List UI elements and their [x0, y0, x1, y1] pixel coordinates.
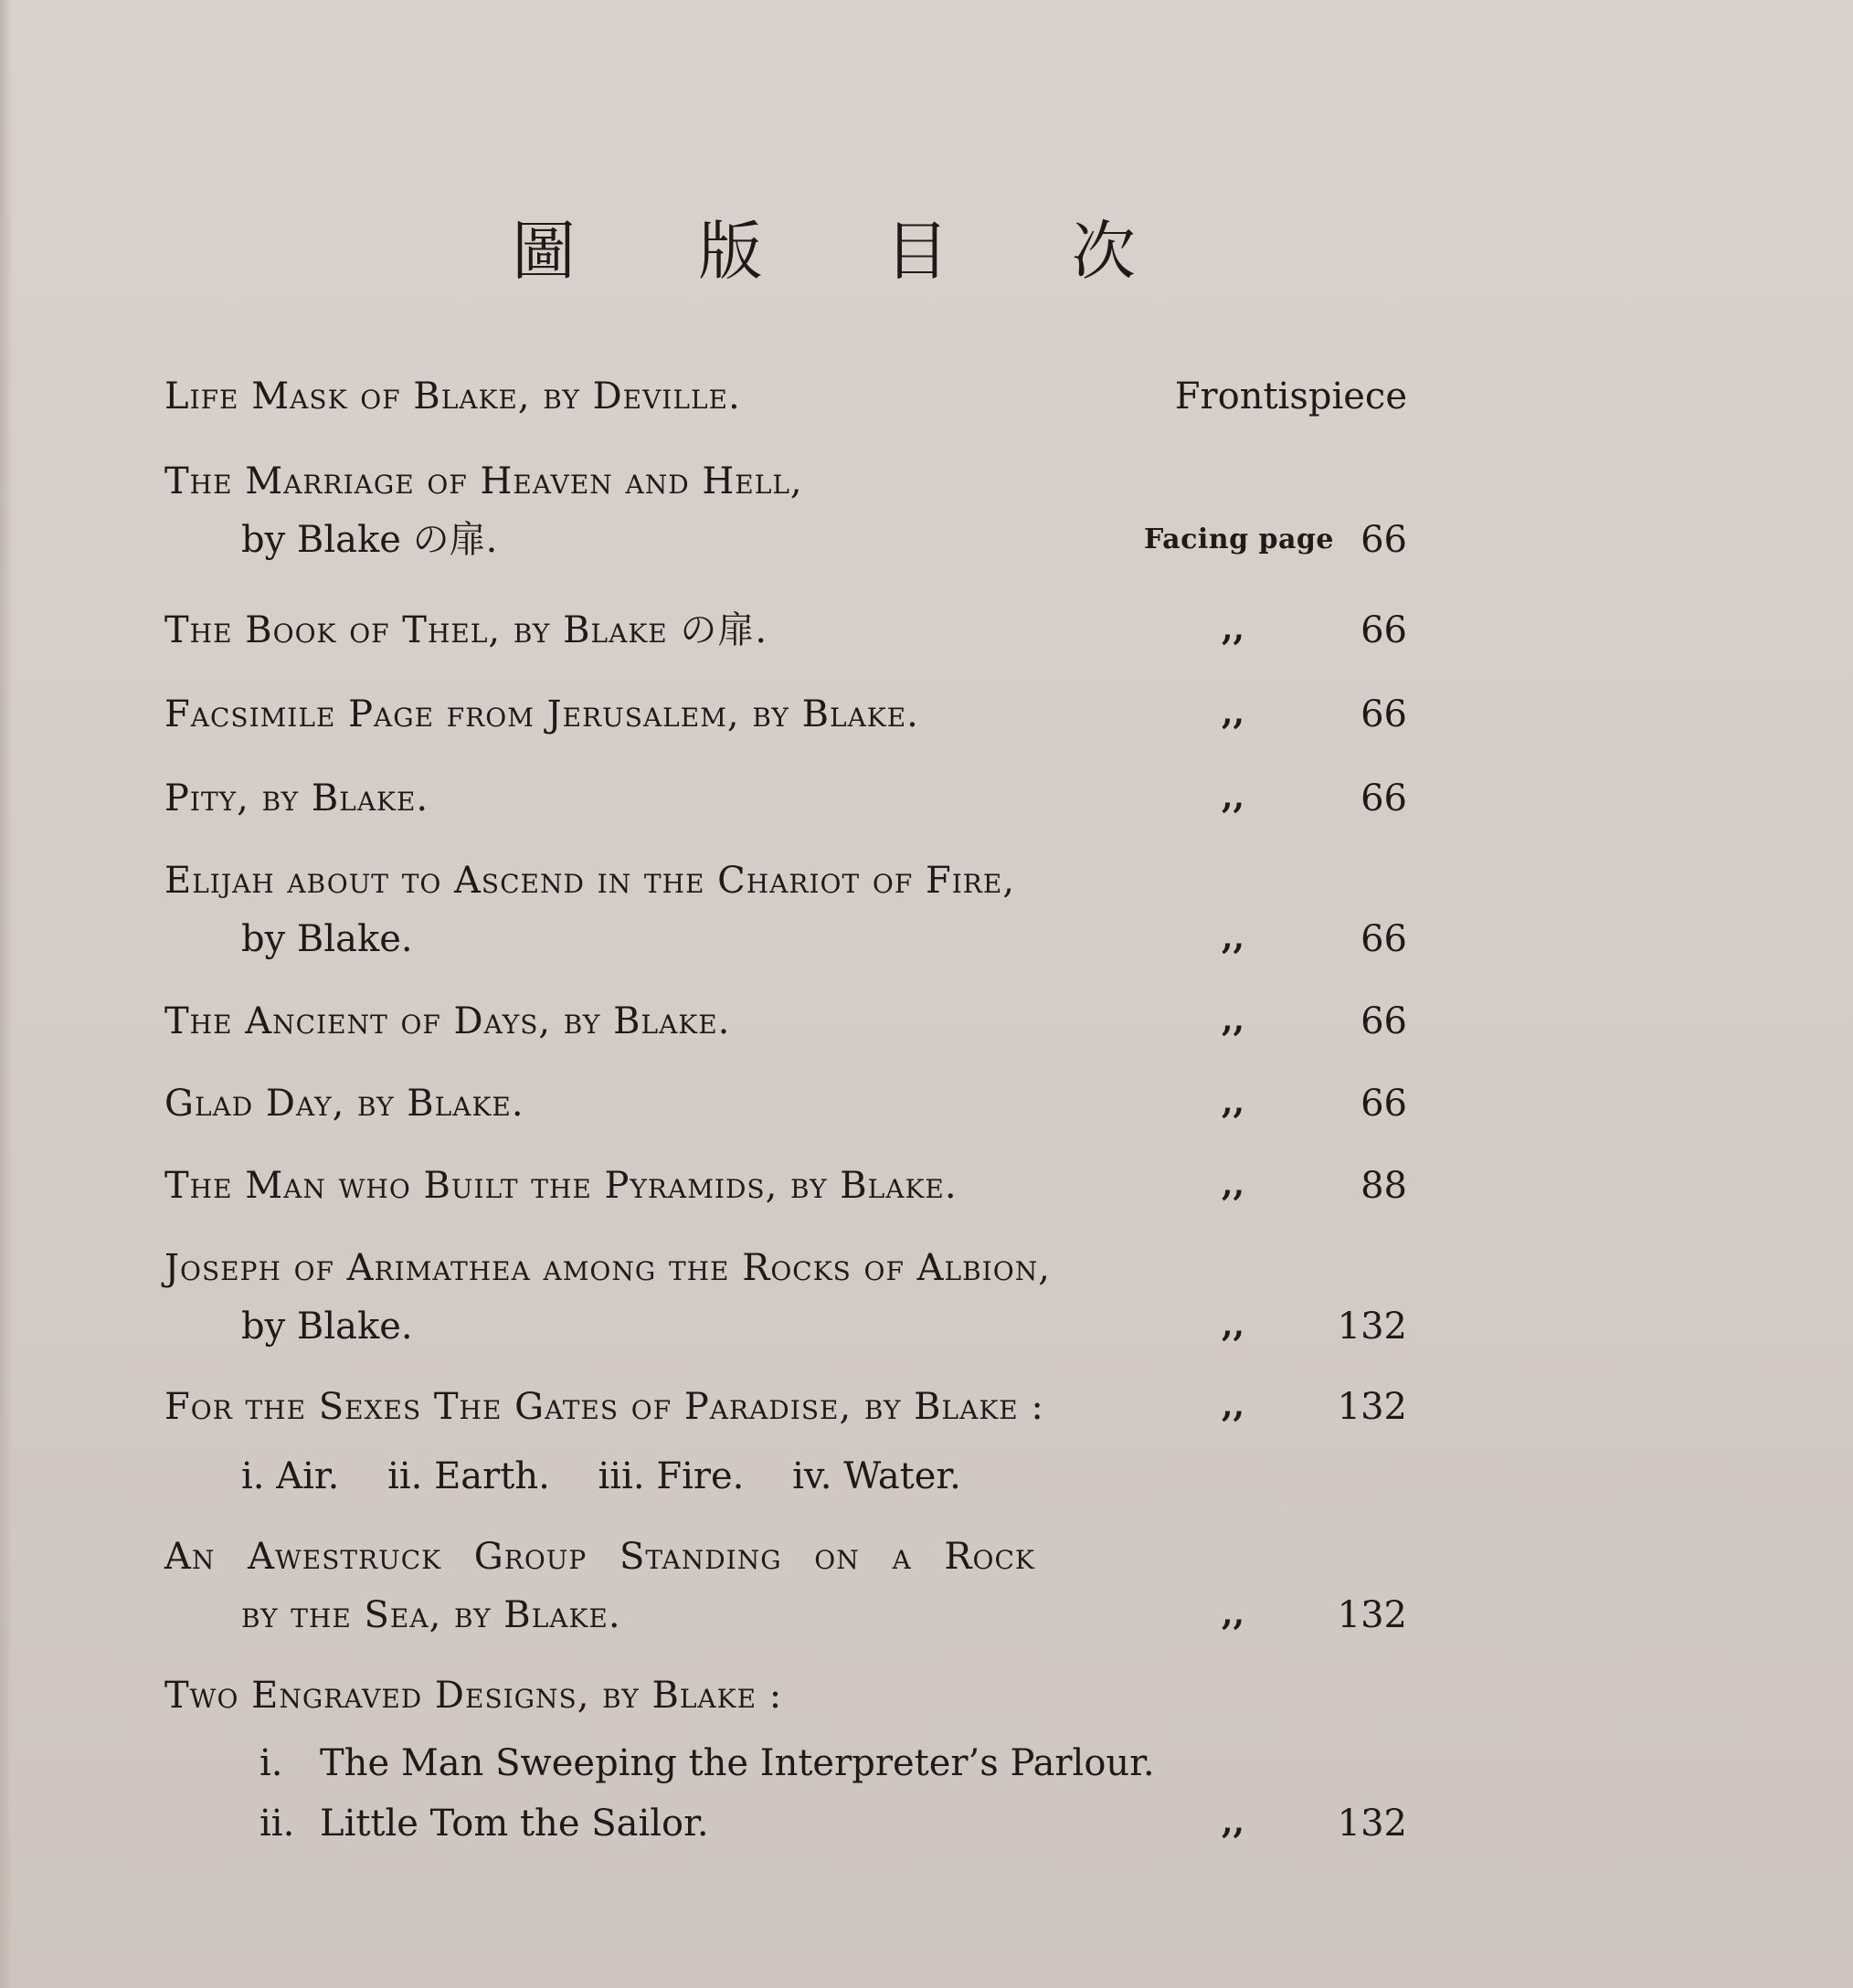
- subitem: iii. Fire.: [598, 1455, 745, 1497]
- page-number: 66: [1361, 519, 1407, 561]
- ditto-mark: ,,: [1222, 609, 1245, 648]
- entry-title: The Ancient of Days, by Blake.: [164, 1000, 731, 1042]
- ditto-mark: ,,: [1222, 1386, 1245, 1424]
- entry-title-continued: by Blake.: [241, 918, 413, 960]
- facing-page-label: Facing page: [1144, 523, 1334, 555]
- page-number: 66: [1361, 1000, 1407, 1042]
- entry-title: For the Sexes The Gates of Paradise, by Blake :: [164, 1386, 1044, 1428]
- toc-entry: [164, 1246, 1407, 1348]
- entry-title: The Man who Built the Pyramids, by Blake.: [164, 1165, 958, 1207]
- entry-title: Two Engraved Designs, by Blake :: [164, 1675, 783, 1717]
- entry-title: Life Mask of Blake, by Deville.: [164, 375, 741, 418]
- toc-entry: [164, 1674, 1407, 1845]
- frontispiece-label: Frontispiece: [1174, 375, 1407, 418]
- page-number: 66: [1361, 777, 1407, 820]
- toc-entry: [164, 1535, 1407, 1637]
- entry-title: Pity, by Blake.: [164, 777, 429, 820]
- ditto-mark: ,,: [1222, 918, 1245, 957]
- toc-entry: [164, 375, 1407, 418]
- page-number: 66: [1361, 918, 1407, 960]
- entry-title: Glad Day, by Blake.: [164, 1083, 524, 1125]
- page-number: 66: [1361, 693, 1407, 735]
- design-number: ii.: [259, 1803, 295, 1845]
- toc-entry: [164, 777, 1407, 820]
- design-item: [164, 1741, 1407, 1785]
- entry-title-continued: by Blake.: [241, 1306, 413, 1348]
- page-edge-shadow: [0, 0, 13, 1988]
- design-title: The Man Sweeping the Interpreter’s Parlour.: [320, 1742, 1155, 1784]
- ditto-mark: ,,: [1222, 693, 1245, 732]
- ditto-mark: ,,: [1222, 1000, 1245, 1039]
- entry-title: Joseph of Arimathea among the Rocks of Albion,: [164, 1247, 1051, 1289]
- toc-entry: [164, 460, 1407, 562]
- toc-entry: [164, 999, 1407, 1043]
- design-item: [164, 1802, 1407, 1845]
- design-number: i.: [259, 1742, 283, 1784]
- ditto-mark: ,,: [1222, 1306, 1245, 1344]
- subitem: i. Air.: [241, 1455, 340, 1497]
- toc-entry: [164, 1385, 1407, 1498]
- page-number: 132: [1337, 1594, 1407, 1636]
- page-number: 88: [1361, 1165, 1407, 1207]
- ditto-mark: ,,: [1222, 1803, 1245, 1841]
- page-number: 66: [1361, 609, 1407, 651]
- page-title: 圖 版 目 次: [512, 214, 1187, 289]
- entry-title: Elijah about to Ascend in the Chariot of Fire,: [164, 860, 1016, 902]
- design-title: Little Tom the Sailor.: [320, 1803, 709, 1845]
- entry-title: The Book of Thel, by Blake の扉.: [164, 609, 768, 651]
- entry-title-continued: by Blake の扉.: [241, 519, 498, 561]
- ditto-mark: ,,: [1222, 1083, 1245, 1121]
- page-number: 132: [1337, 1306, 1407, 1348]
- subitem: ii. Earth.: [387, 1455, 550, 1497]
- page-number: 132: [1337, 1386, 1407, 1428]
- entry-title-continued: by the Sea, by Blake.: [241, 1594, 621, 1636]
- page-number: 66: [1361, 1083, 1407, 1125]
- subitem-list: [164, 1454, 1407, 1498]
- toc-entry: [164, 1164, 1407, 1208]
- entry-title: Facsimile Page from Jerusalem, by Blake.: [164, 693, 919, 735]
- entry-title: An Awestruck Group Standing on a Rock: [164, 1536, 1035, 1578]
- toc-entry: [164, 1082, 1407, 1126]
- ditto-mark: ,,: [1222, 1594, 1245, 1633]
- ditto-mark: ,,: [1222, 1165, 1245, 1203]
- entry-title: The Marriage of Heaven and Hell,: [164, 460, 803, 502]
- toc-entry: [164, 693, 1407, 736]
- toc-entry: [164, 859, 1407, 961]
- page-number: 132: [1337, 1803, 1407, 1845]
- subitem: iv. Water.: [792, 1455, 961, 1497]
- ditto-mark: ,,: [1222, 777, 1245, 816]
- toc-entry: [164, 608, 1407, 652]
